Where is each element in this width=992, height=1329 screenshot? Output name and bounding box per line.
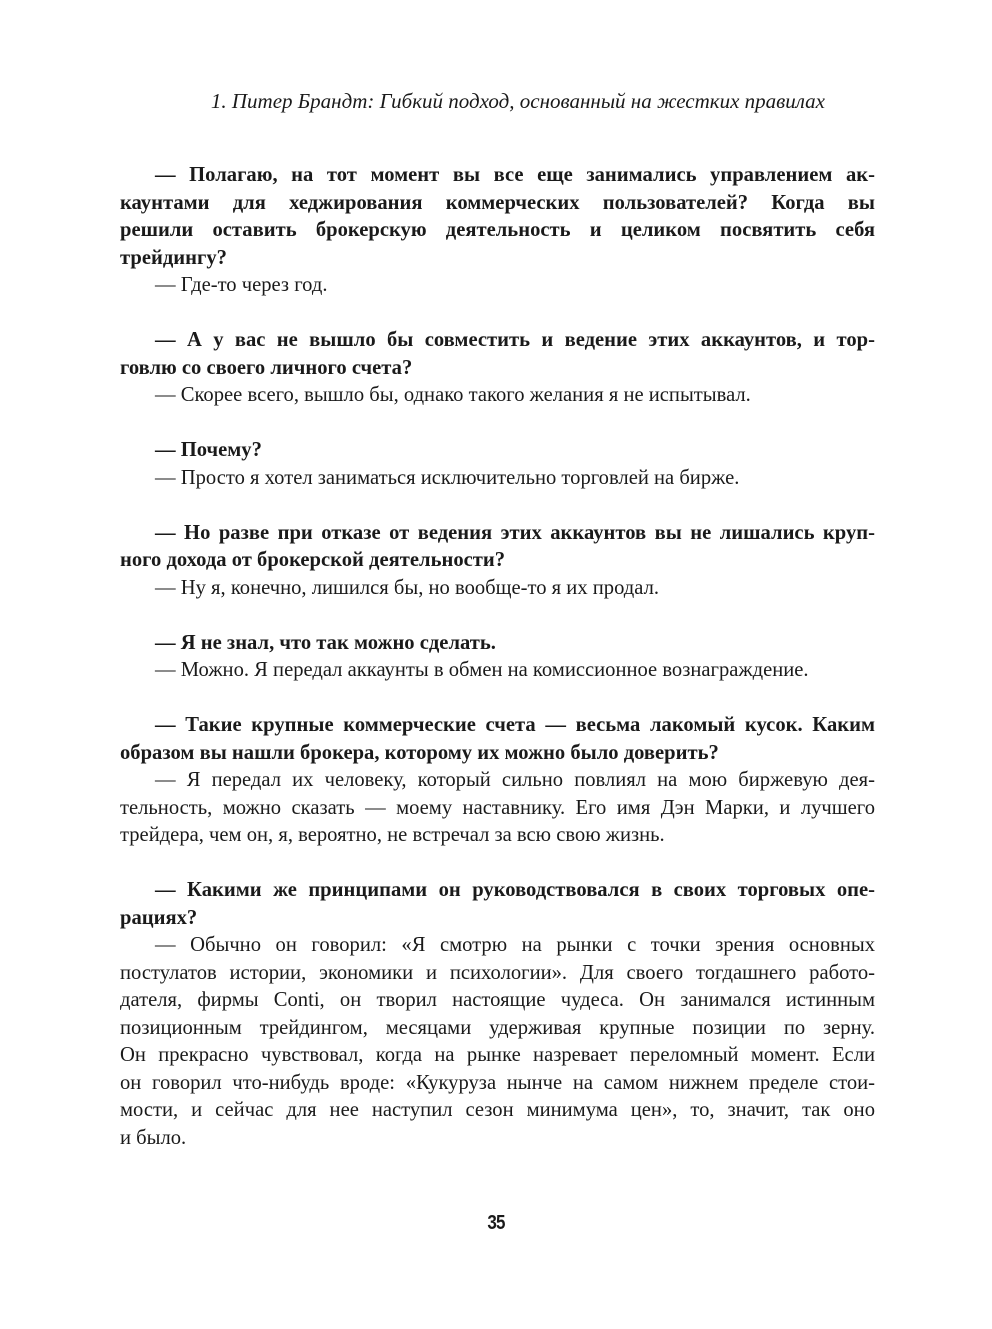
text-line: — Обычно он говорил: «Я смотрю на рынки с точки зрения основных [155, 934, 875, 956]
text-line: и было. [120, 1126, 187, 1149]
text-line: образом вы нашли брокера, которому их можно было доверить? [120, 741, 719, 764]
interview-answer [120, 465, 875, 493]
running-header: 1. Питер Брандт: Гибкий подход, основанный на жестких правилах [210, 89, 825, 113]
interview-answer [120, 272, 875, 300]
text-line: — Можно. Я передал аккаунты в обмен на комиссионное вознаграждение. [155, 659, 809, 681]
text-line: — Полагаю, на тот момент вы все еще занимались управлением ак- [155, 164, 875, 186]
text-line: — А у вас не вышло бы совместить и ведение этих аккаунтов, и тор- [155, 329, 875, 351]
text-line: Он прекрасно чувствовал, когда на рынке назревает переломный момент. Если [120, 1044, 875, 1066]
page-body [120, 162, 875, 1152]
text-line: мости, и сейчас для нее наступил сезон минимума цен», то, значит, так оно [120, 1099, 875, 1121]
interview-answer [120, 767, 875, 850]
text-line: рациях? [120, 906, 198, 929]
paragraph-gap [120, 492, 875, 520]
text-line: — Просто я хотел заниматься исключительно торговлей на бирже. [155, 466, 740, 489]
page-number: 35 [487, 1212, 505, 1234]
text-line: каунтами для хеджирования коммерческих пользователей? Когда вы [120, 191, 875, 214]
interview-answer [120, 575, 875, 603]
interview-question [120, 877, 875, 932]
interview-question [120, 162, 875, 272]
text-line: — Я не знал, что так можно сделать. [155, 631, 496, 654]
interview-question [120, 327, 875, 382]
text-line: он говорил что-нибудь вроде: «Кукуруза нынче на самом нижнем пределе стои- [120, 1071, 875, 1094]
paragraph-gap [120, 850, 875, 878]
text-line: — Но разве при отказе от ведения этих аккаунтов вы не лишались круп- [155, 521, 875, 544]
interview-question [120, 712, 875, 767]
text-line: трейдингу? [120, 246, 227, 269]
text-line: — Скорее всего, вышло бы, однако такого желания я не испытывал. [155, 384, 751, 406]
text-line: — Такие крупные коммерческие счета — весьма лакомый кусок. Каким [155, 714, 875, 736]
text-line: — Какими же принципами он руководствовался в своих торговых опе- [155, 879, 875, 901]
text-line: решили оставить брокерскую деятельность и целиком посвятить себя [120, 219, 875, 241]
interview-answer [120, 657, 875, 685]
text-line: позиционным трейдингом, месяцами удерживая крупные позиции по зерну. [120, 1016, 875, 1039]
text-line: трейдера, чем он, я, вероятно, не встречал за всю свою жизнь. [120, 824, 665, 846]
text-line: — Я передал их человеку, который сильно повлиял на мою биржевую дея- [155, 769, 875, 791]
interview-question [120, 630, 875, 658]
interview-answer [120, 382, 875, 410]
interview-question [120, 437, 875, 465]
text-line: — Почему? [155, 439, 262, 461]
paragraph-gap [120, 410, 875, 438]
text-line: тельность, можно сказать — моему наставнику. Его имя Дэн Марки, и лучшего [120, 796, 875, 819]
text-line: говлю со своего личного счета? [120, 356, 413, 379]
text-line: постулатов истории, экономики и психологии». Для своего тогдашнего работо- [120, 961, 875, 984]
text-line: — Где-то через год. [155, 274, 328, 296]
interview-question [120, 520, 875, 575]
text-line: — Ну я, конечно, лишился бы, но вообще-то я их продал. [155, 576, 660, 599]
text-line: дателя, фирмы Conti, он творил настоящие чудеса. Он занимался истинным [120, 989, 875, 1011]
paragraph-gap [120, 300, 875, 328]
paragraph-gap [120, 685, 875, 713]
text-line: ного дохода от брокерской деятельности? [120, 549, 506, 571]
interview-answer [120, 932, 875, 1152]
paragraph-gap [120, 602, 875, 630]
